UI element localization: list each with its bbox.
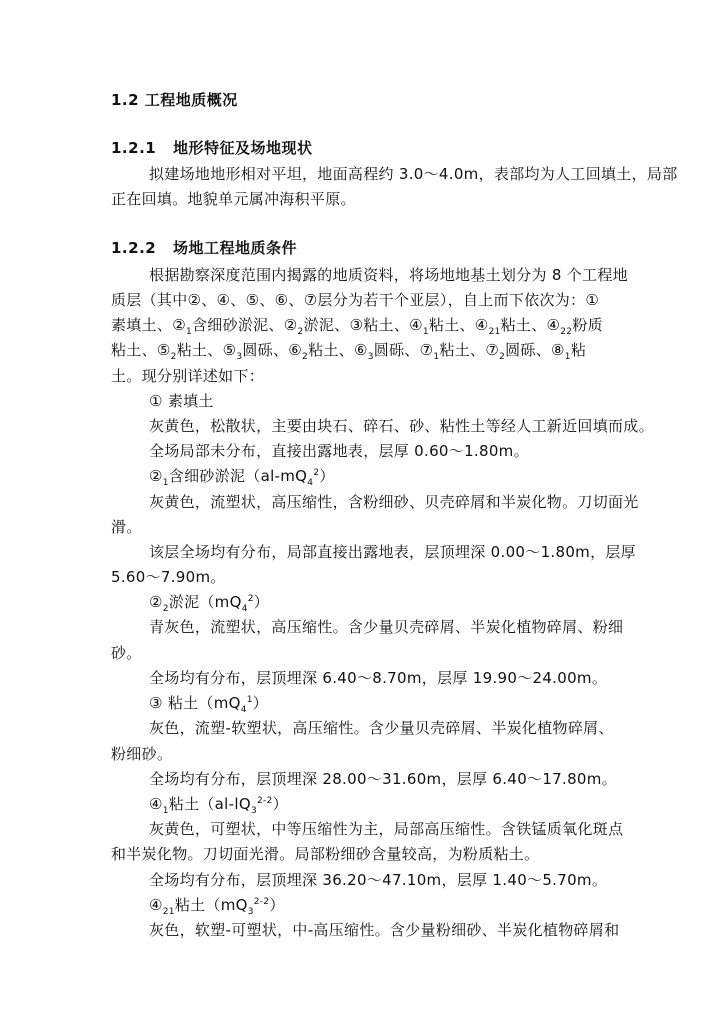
paragraph-line: 该层全场均有分布，局部直接出露地表，层顶埋深 0.00～1.80m，层厚 bbox=[149, 543, 636, 561]
paragraph-line: 根据勘察深度范围内揭露的地质资料，将场地地基土划分为 8 个工程地 bbox=[149, 266, 628, 284]
paragraph-line: 粘土、$⑤_2$粘土、$⑤_3$圆砾、$⑥_2$粘土、$⑥_3$圆砾、$⑦_1$粘土、$⑦_2$圆砾、$⑧_1$粘 bbox=[111, 341, 587, 362]
paragraph-line: 砂。 bbox=[111, 644, 142, 662]
paragraph-line: 土。现分别详述如下： bbox=[111, 367, 265, 385]
paragraph-line: 灰黄色，流塑状，高压缩性，含粉细砂、贝壳碎屑和半炭化物。刀切面光 bbox=[149, 493, 639, 511]
paragraph-line: 灰黄色，可塑状，中等压缩性为主，局部高压缩性。含铁锰质氧化斑点 bbox=[149, 820, 624, 838]
layer-title-1: ① 素填土 bbox=[149, 392, 214, 410]
paragraph-line: 5.60～7.90m。 bbox=[111, 568, 226, 586]
layer-title-2-2: $②_2$淤泥$(mQ_4^2)$ bbox=[149, 593, 270, 614]
layer-title-2-1: $②_1$含细砂淤泥$(al-mQ_4^2)$ bbox=[149, 467, 335, 488]
paragraph-line: 素填土、$②_1$含细砂淤泥、$②_2$淤泥、③粘土、$④_1$粘土、$④_{21}$粘土、$④_{22}$粉质 bbox=[111, 316, 603, 337]
paragraph-line: 灰黄色，松散状，主要由块石、碎石、砂、粘性土等经人工新近回填而成。 bbox=[149, 417, 654, 435]
paragraph-line: 全场均有分布，层顶埋深 36.20～47.10m，层厚 1.40～5.70m。 bbox=[149, 871, 608, 889]
paragraph-line: 质层（其中②、④、⑤、⑥、⑦层分为若干个亚层），自上而下依次为：① bbox=[111, 291, 600, 309]
paragraph-line: 正在回填。地貌单元属冲海积平原。 bbox=[111, 190, 356, 208]
paragraph-line: 和半炭化物。刀切面光滑。局部粉细砂含量较高，为粉质粘土。 bbox=[111, 845, 540, 863]
paragraph-line: 青灰色，流塑状，高压缩性。含少量贝壳碎屑、半炭化植物碎屑、粉细 bbox=[149, 618, 624, 636]
paragraph-line: 灰色，流塑-软塑状，高压缩性。含少量贝壳碎屑、半炭化植物碎屑、 bbox=[149, 719, 614, 737]
paragraph-line: 灰色，软塑-可塑状，中-高压缩性。含少量粉细砂、半炭化植物碎屑和 bbox=[149, 921, 620, 939]
section-heading-1-2-1: 1.2.1 地形特征及场地现状 bbox=[111, 139, 313, 157]
layer-title-4-21: $④_{21}$粘土$(mQ_3^{2-2})$ bbox=[149, 896, 285, 917]
paragraph-line: 拟建场地地形相对平坦，地面高程约 3.0～4.0m，表部均为人工回填土，局部 bbox=[149, 165, 678, 183]
section-heading-1-2: 1.2 工程地质概况 bbox=[111, 91, 238, 109]
section-heading-1-2-2: 1.2.2 场地工程地质条件 bbox=[111, 239, 298, 257]
layer-title-3: ③ 粘土$(mQ_4^1)$ bbox=[149, 694, 269, 715]
layer-title-4-1: $④_1$粘土$(al-lQ_3^{2-2})$ bbox=[149, 795, 288, 816]
paragraph-line: 粉细砂。 bbox=[111, 745, 173, 763]
paragraph-line: 全场局部未分布，直接出露地表，层厚 0.60～1.80m。 bbox=[149, 442, 529, 460]
paragraph-line: 滑。 bbox=[111, 518, 142, 536]
paragraph-line: 全场均有分布，层顶埋深 6.40～8.70m，层厚 19.90～24.00m。 bbox=[149, 669, 608, 687]
paragraph-line: 全场均有分布，层顶埋深 28.00～31.60m，层厚 6.40～17.80m。 bbox=[149, 770, 617, 788]
